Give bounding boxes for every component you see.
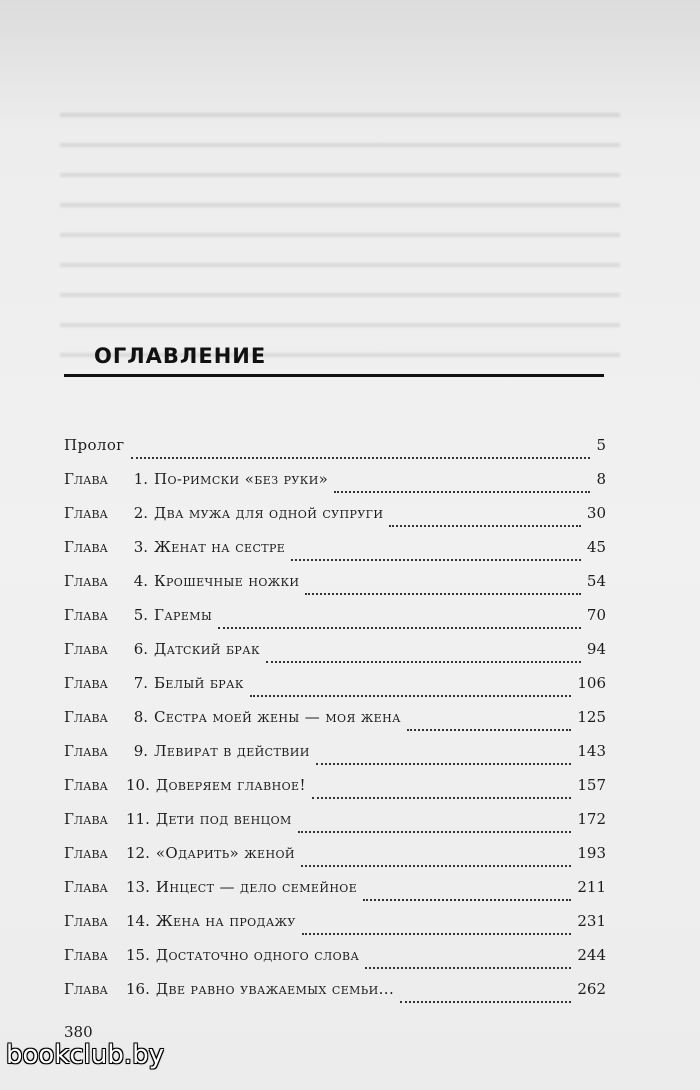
dot-leader — [363, 899, 571, 901]
chapter-word: Глава — [64, 606, 108, 624]
chapter-title: Два мужа для одной супруги — [154, 504, 384, 522]
chapter-page: 231 — [577, 912, 606, 930]
dot-leader — [291, 559, 581, 561]
chapter-title: По-римски «без руки» — [154, 470, 329, 488]
chapter-number: 1. — [133, 470, 148, 488]
chapter-page: 193 — [577, 844, 606, 862]
chapter-page: 172 — [577, 810, 606, 828]
toc-row-chapter — [64, 878, 606, 912]
toc-row-chapter — [64, 470, 606, 504]
chapter-word: Глава — [64, 844, 108, 862]
dot-leader — [389, 525, 581, 527]
chapter-word: Глава — [64, 674, 108, 692]
dot-leader — [218, 627, 581, 629]
table-of-contents — [64, 436, 606, 1014]
show-through-text — [60, 95, 620, 375]
dot-leader — [334, 491, 590, 493]
chapter-page: 30 — [586, 504, 606, 522]
toc-row-chapter — [64, 504, 606, 538]
chapter-word: Глава — [64, 810, 108, 828]
chapter-number: 2. — [133, 504, 148, 522]
chapter-title: Достаточно одного слова — [155, 946, 360, 964]
chapter-word: Глава — [64, 742, 108, 760]
chapter-number: 12. — [126, 844, 150, 862]
chapter-word: Глава — [64, 504, 108, 522]
page-number: 380 — [64, 1023, 93, 1041]
toc-row-chapter — [64, 844, 606, 878]
chapter-page: 45 — [586, 538, 606, 556]
chapter-word: Глава — [64, 538, 108, 556]
chapter-number: 6. — [133, 640, 148, 658]
toc-row-chapter — [64, 572, 606, 606]
toc-row-chapter — [64, 538, 606, 572]
chapter-title: Сестра моей жены — моя жена — [154, 708, 401, 726]
chapter-number: 13. — [126, 878, 150, 896]
watermark: bookclub.by — [6, 1040, 165, 1070]
chapter-title: Доверяем главное! — [155, 776, 306, 794]
dot-leader — [305, 593, 581, 595]
chapter-word: Глава — [64, 946, 108, 964]
chapter-page: 8 — [596, 470, 606, 488]
chapter-title: Крошечные ножки — [154, 572, 300, 590]
chapter-page: 244 — [577, 946, 606, 964]
chapter-page: 94 — [586, 640, 606, 658]
chapter-word: Глава — [64, 980, 108, 998]
dot-leader — [250, 695, 572, 697]
chapter-title: Датский брак — [154, 640, 260, 658]
chapter-page: 262 — [577, 980, 606, 998]
chapter-word: Глава — [64, 708, 108, 726]
toc-heading — [64, 340, 604, 377]
toc-row-chapter — [64, 946, 606, 980]
chapter-number: 3. — [133, 538, 148, 556]
dot-leader — [365, 967, 571, 969]
chapter-title: Женат на сестре — [154, 538, 286, 556]
prolog-label: Пролог — [64, 436, 125, 454]
chapter-title: Две равно уважаемых семьи... — [155, 980, 395, 998]
chapter-word: Глава — [64, 470, 108, 488]
chapter-number: 15. — [126, 946, 150, 964]
chapter-number: 16. — [126, 980, 150, 998]
chapter-page: 143 — [577, 742, 606, 760]
chapter-title: Белый брак — [154, 674, 244, 692]
chapter-number: 7. — [133, 674, 148, 692]
dot-leader — [266, 661, 581, 663]
chapter-page: 157 — [577, 776, 606, 794]
toc-row-chapter — [64, 674, 606, 708]
toc-row-chapter — [64, 606, 606, 640]
toc-row-chapter — [64, 980, 606, 1014]
toc-row-chapter — [64, 708, 606, 742]
chapter-number: 14. — [126, 912, 150, 930]
chapter-title: Левират в действии — [154, 742, 310, 760]
toc-row-chapter — [64, 810, 606, 844]
chapter-title: Инцест — дело семейное — [155, 878, 358, 896]
chapter-title: «Одарить» женой — [155, 844, 295, 862]
toc-heading-text: ОГЛАВЛЕНИЕ — [94, 344, 267, 368]
chapter-title: Гаремы — [154, 606, 213, 624]
chapter-word: Глава — [64, 878, 108, 896]
chapter-title: Жена на продажу — [155, 912, 296, 930]
dot-leader — [312, 797, 571, 799]
dot-leader — [302, 933, 572, 935]
chapter-number: 11. — [126, 810, 150, 828]
chapter-number: 10. — [126, 776, 150, 794]
chapter-page: 106 — [577, 674, 606, 692]
chapter-word: Глава — [64, 572, 108, 590]
prolog-page: 5 — [596, 436, 606, 454]
chapter-page: 125 — [577, 708, 606, 726]
dot-leader — [316, 763, 572, 765]
dot-leader — [400, 1001, 571, 1003]
toc-row-prolog — [64, 436, 606, 470]
toc-row-chapter — [64, 742, 606, 776]
chapter-title: Дети под венцом — [155, 810, 292, 828]
chapter-number: 9. — [133, 742, 148, 760]
chapter-number: 4. — [133, 572, 148, 590]
toc-row-chapter — [64, 912, 606, 946]
chapter-word: Глава — [64, 912, 108, 930]
dot-leader — [301, 865, 571, 867]
chapter-page: 54 — [586, 572, 606, 590]
chapter-page: 211 — [577, 878, 606, 896]
toc-row-chapter — [64, 640, 606, 674]
chapter-number: 8. — [133, 708, 148, 726]
dot-leader — [407, 729, 572, 731]
chapter-word: Глава — [64, 640, 108, 658]
chapter-page: 70 — [586, 606, 606, 624]
toc-row-chapter — [64, 776, 606, 810]
dot-leader — [298, 831, 572, 833]
chapter-word: Глава — [64, 776, 108, 794]
dot-leader — [131, 457, 591, 459]
chapter-number: 5. — [133, 606, 148, 624]
